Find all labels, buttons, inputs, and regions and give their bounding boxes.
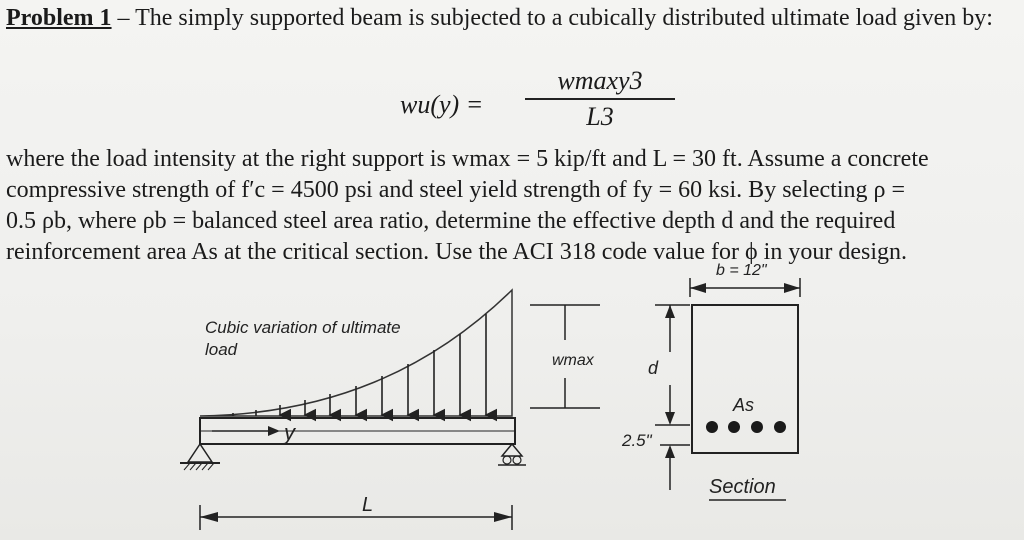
span-dimension xyxy=(200,505,512,530)
y-arrowhead xyxy=(268,426,280,436)
rebar xyxy=(774,421,786,433)
load-description-line1: Cubic variation of ultimate xyxy=(205,318,401,337)
span-label: L xyxy=(362,494,374,516)
rebar-group xyxy=(706,421,786,433)
width-dimension xyxy=(690,278,800,297)
problem-intro: – The simply supported beam is subjected to a cubically distributed ultimate load given by: xyxy=(111,5,993,31)
equation-lhs: wu(y) = xyxy=(400,90,484,119)
equation-numerator: wmaxy3 xyxy=(557,66,643,95)
depth-label: d xyxy=(648,358,659,378)
steel-label: As xyxy=(733,395,755,415)
pin-support xyxy=(180,444,220,470)
body-line-2: compressive strength of f′c = 4500 psi and steel yield strength of fy = 60 ksi. By selecting ρ = xyxy=(6,177,906,203)
body-line-3: 0.5 ρb, where ρb = balanced steel area ratio, determine the effective depth d and the required xyxy=(6,208,896,234)
equation-denominator: L3 xyxy=(586,101,614,131)
y-label: y xyxy=(284,420,295,445)
load-description xyxy=(205,317,401,361)
rebar xyxy=(706,421,718,433)
rebar xyxy=(751,421,763,433)
rebar xyxy=(728,421,740,433)
body-line-1: where the load intensity at the right support is wmax = 5 kip/ft and L = 30 ft. Assume a concrete xyxy=(6,146,929,172)
cover-label: 2.5" xyxy=(622,431,652,450)
roller-support xyxy=(498,444,526,465)
depth-dimension xyxy=(655,305,690,490)
width-label: b = 12" xyxy=(716,262,767,279)
problem-title: Problem 1 xyxy=(6,5,112,31)
section-label: Section xyxy=(709,476,776,498)
wmax-label: wmax xyxy=(552,352,594,369)
load-description-line2: load xyxy=(205,340,238,359)
body-line-4: reinforcement area As at the critical section. Use the ACI 318 code value for ϕ in your design. xyxy=(6,239,907,265)
